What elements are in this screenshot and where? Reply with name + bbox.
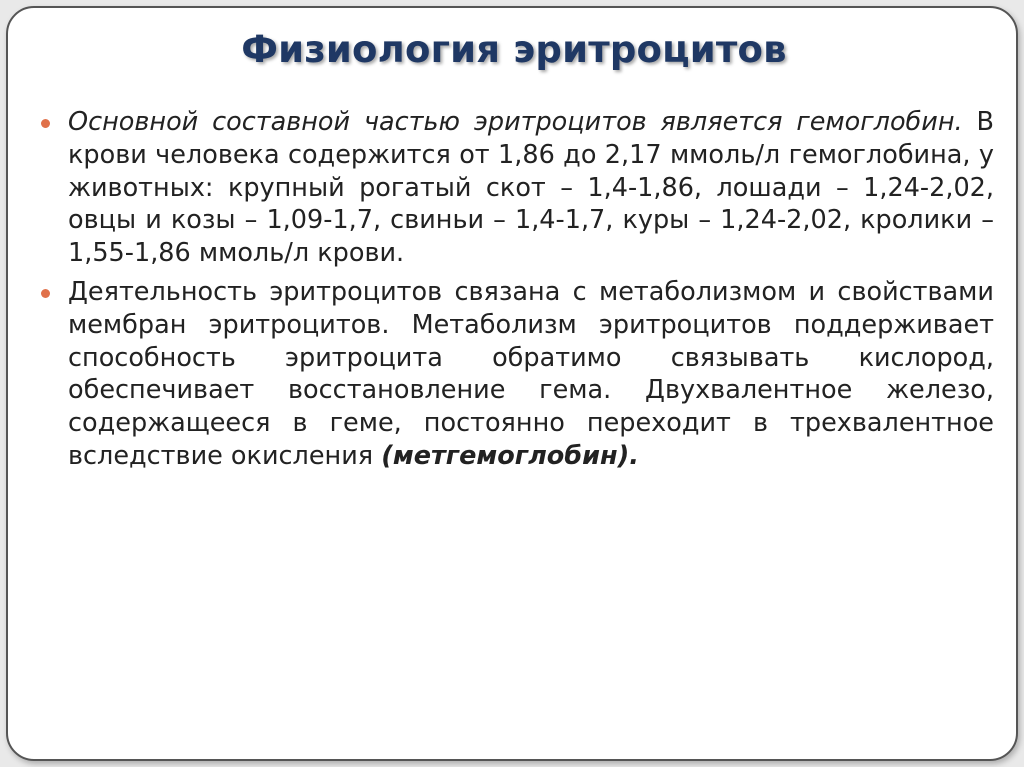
slide-title: Физиология эритроцитов xyxy=(241,28,787,71)
bullet-dot-icon xyxy=(41,289,50,298)
bullet-item-hemoglobin xyxy=(36,106,994,270)
slide xyxy=(6,6,1018,761)
bullet-bold-italic-tail: (метгемоглобин). xyxy=(381,440,639,471)
bullet-dot-icon xyxy=(41,119,50,128)
bullet-item-metabolism xyxy=(36,276,994,473)
bullet-text: Деятельность эритроцитов связана с метаболизмом и свойствами мембран эритроцитов. Метаболизм эритроцитов поддерживает способность эритроцита обратимо связывать кислород, обеспечивает восстановление гема. Двухвалентное железо, содержащееся в геме, постоянно переходит в трехвалентное вследствие окисления xyxy=(68,276,994,471)
bullet-italic-lead: Основной составной частью эритроцитов является гемоглобин. xyxy=(68,107,963,137)
slide-content xyxy=(36,106,994,479)
bullet-text: В крови человека содержится от 1,86 до 2,17 ммоль/л гемоглобина, у животных: крупный рогатый скот – 1,4-1,86, лошади – 1,24-2,02, овцы и козы – 1,09-1,7, свиньи – 1,4-1,7, куры – 1,24-2,02, кролики – 1,55-1,86 ммоль/л крови. xyxy=(68,107,994,269)
